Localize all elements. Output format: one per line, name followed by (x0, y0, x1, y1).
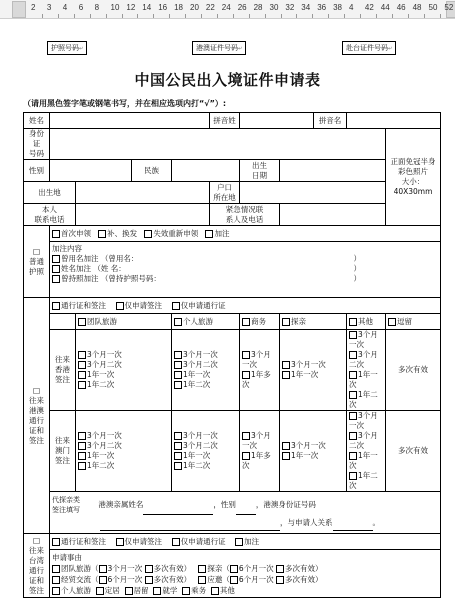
hk-business-options[interactable]: 3个月一次 1年多次 (240, 330, 280, 411)
ruler-number: 12 (126, 3, 136, 12)
macau-visit-options[interactable]: 3个月一次 1年一次 (280, 411, 347, 492)
hukou-label: 户口 所在地 (210, 182, 240, 204)
passport-endorse-row (24, 242, 441, 298)
ruler-number: 20 (190, 3, 199, 12)
ruler-number: 30 (269, 3, 279, 12)
pinyin-given-field[interactable] (347, 113, 441, 129)
hkmo-stay-header[interactable]: 逗留 (386, 314, 441, 330)
phone-label: 本人 联系电话 (24, 204, 76, 226)
ruler-tick (58, 14, 59, 18)
birthplace-label: 出生地 (24, 182, 76, 204)
ruler-number: 24 (221, 3, 231, 12)
endorse-former-name[interactable]: 曾用名加注 （曾用名： ） (52, 254, 438, 264)
macau-visa-row (24, 411, 441, 492)
name-field[interactable] (50, 113, 210, 129)
passport-first-apply-option[interactable]: 首次申领 (52, 229, 91, 238)
hkmo-group-tour-header[interactable]: 团队旅游 (76, 314, 172, 330)
taiwan-permit-number-label: 赴台证件号码 (346, 44, 388, 52)
taiwan-reason-label: 申请事由 (52, 553, 82, 562)
photo-text-2: 彩色照片 (398, 167, 428, 176)
hkmo-other-header[interactable]: 其他 (347, 314, 386, 330)
ruler-tick (360, 14, 361, 18)
hkmo-permit-and-visa-option[interactable]: 通行证和签注 (52, 301, 106, 310)
gender-row (24, 160, 441, 182)
birthplace-row (24, 182, 441, 204)
hk-visa-label: 往来 香港 签注 (50, 330, 76, 411)
phone-row (24, 204, 441, 226)
ruler-number: 46 (396, 3, 406, 12)
name-row (24, 113, 441, 129)
ruler-number: 22 (205, 3, 215, 12)
checkbox-icon (78, 318, 86, 326)
emergency-contact-label: 紧急情况联 系人及电话 (210, 204, 280, 226)
ruler-tick (328, 14, 329, 18)
macau-stay-text: 多次有效 (386, 411, 441, 492)
endorse-title: 加注内容 (52, 244, 82, 253)
photo-text-1: 正面免冠半身 (390, 157, 436, 166)
taiwan-permit-only-option[interactable]: 仅申请通行证 (172, 537, 226, 546)
checkbox-icon (116, 538, 124, 546)
checkbox-icon (172, 302, 180, 310)
gender-label: 性别 (24, 160, 50, 182)
ruler-number: 2 (31, 3, 36, 12)
ruler-number: 34 (301, 3, 311, 12)
ruler-tick (392, 14, 393, 18)
ethnicity-field[interactable] (172, 160, 240, 182)
macau-other-options[interactable]: 3个月一次 3个月二次 1年一次 1年二次 (347, 411, 386, 492)
ruler-number: 26 (237, 3, 247, 12)
id-number-field[interactable] (50, 129, 386, 160)
passport-section-label: □ 普通 护照 (24, 226, 50, 298)
name-label: 姓名 (24, 113, 50, 129)
ruler-tick (185, 14, 186, 18)
hkmo-permit-only-option[interactable]: 仅申请通行证 (172, 301, 226, 310)
hkmo-application-options (50, 298, 441, 314)
hkmo-individual-tour-header[interactable]: 个人旅游 (172, 314, 240, 330)
ruler-tick (233, 14, 234, 18)
proxy-visit-content[interactable]: 代探亲类 签注填写 港澳亲属姓名 ，性别 ，港澳身份证号码 ，与申请人关系 。 (50, 492, 441, 534)
ruler-tick (376, 14, 377, 18)
photo-text-3: 大小：40X30mm (393, 177, 433, 196)
ruler-number: 18 (174, 3, 183, 12)
ruler-number: 8 (94, 3, 100, 12)
ruler-number: 50 (428, 3, 438, 12)
proxy-visit-label: 代探亲类 签注填写 (52, 495, 80, 514)
checkbox-icon (349, 318, 357, 326)
pinyin-given-label: 拼音名 (314, 113, 347, 129)
checkbox-icon (52, 302, 60, 310)
hkmo-visit-relatives-header[interactable]: 探亲 (280, 314, 347, 330)
ruler (0, 0, 455, 19)
hk-visit-options[interactable]: 3个月一次 1年一次 (280, 330, 347, 411)
ruler-number: 42 (364, 3, 374, 12)
checkbox-icon (205, 230, 213, 238)
taiwan-permit-and-visa-option[interactable]: 通行证和签注 (52, 537, 106, 546)
passport-reissue-option[interactable]: 失效重新申领 (144, 229, 198, 238)
ruler-number: 36 (317, 3, 327, 12)
ruler-number: 44 (380, 3, 390, 12)
taiwan-reason-row (24, 550, 441, 598)
ruler-tick (137, 14, 138, 18)
checkbox-icon (52, 230, 60, 238)
emergency-contact-field[interactable] (280, 204, 386, 226)
dob-field[interactable] (280, 160, 386, 182)
ruler-tick (153, 14, 154, 18)
document-page (0, 19, 455, 595)
id-row (24, 129, 441, 160)
checkbox-icon (172, 538, 180, 546)
hk-stay-text: 多次有效 (386, 330, 441, 411)
hkmo-business-header[interactable]: 商务 (240, 314, 280, 330)
taiwan-visa-only-option[interactable]: 仅申请签注 (116, 537, 163, 546)
pinyin-surname-label: 拼音姓 (210, 113, 240, 129)
taiwan-endorse-option[interactable]: 加注 (235, 537, 259, 546)
ruler-tick (265, 14, 266, 18)
ruler-tick (201, 14, 202, 18)
passport-number-box[interactable]: 护照号码↵ (47, 41, 87, 55)
checkbox-icon (52, 255, 60, 263)
hkmo-header-blank (50, 314, 76, 330)
passport-endorse-option[interactable]: 加注 (205, 229, 229, 238)
checkbox-icon (235, 538, 243, 546)
passport-replace-option[interactable]: 补、换发 (98, 229, 137, 238)
checkbox-icon (52, 275, 60, 283)
hkmo-section-label: □ 往来 港澳 通行 证和 签注 (24, 298, 50, 534)
hk-individual-tour-options[interactable]: 3个月一次 3个月二次 1年一次 1年二次 (172, 330, 240, 411)
instruction-text: （请用黑色签字笔或钢笔书写，并在相应选项内打“√”）: (23, 99, 227, 108)
checkbox-icon (174, 318, 182, 326)
ruler-number: 3 (46, 3, 52, 12)
hkmo-type-header-row (24, 314, 441, 330)
ruler-number: 48 (412, 3, 422, 12)
phone-field[interactable] (76, 204, 210, 226)
ruler-number: 52 (444, 3, 454, 12)
taiwan-permit-number-box[interactable]: 赴台证件号码↵ (342, 41, 396, 55)
macau-business-options[interactable]: 3个月一次 1年多次 (240, 411, 280, 492)
taiwan-application-options (50, 534, 441, 550)
checkbox-icon (388, 318, 396, 326)
application-form (23, 112, 441, 598)
taiwan-options-row (24, 534, 441, 550)
birthplace-field[interactable] (76, 182, 210, 204)
pinyin-surname-field[interactable] (240, 113, 314, 129)
ruler-tick (440, 14, 441, 18)
ruler-number: 10 (110, 3, 120, 12)
ruler-ticks (0, 0, 455, 18)
hkmo-visa-only-option[interactable]: 仅申请签注 (116, 301, 163, 310)
hk-other-options[interactable]: 3个月一次 3个月二次 1年一次 1年二次 (347, 330, 386, 411)
id-number-label: 身份证 号码 (24, 129, 50, 160)
endorse-former-passport[interactable]: 曾持照加注 （曾持护照号码： ） (52, 274, 438, 284)
ruler-number: 4 (62, 3, 68, 12)
taiwan-reason-line-2[interactable]: 经贸交流（ 6个月一次 多次有效） 应邀（ 6个月一次 多次有效） (52, 574, 438, 585)
taiwan-section-label: □ 往来 台湾 通行 证和 签注 (24, 534, 50, 598)
ruler-tick (122, 14, 123, 18)
ethnicity-label: 民族 (132, 160, 172, 182)
ruler-tick (217, 14, 218, 18)
hk-visa-row (24, 330, 441, 411)
ruler-number: 28 (253, 3, 263, 12)
taiwan-reason-line-1[interactable]: 团队旅游（ 3个月一次 多次有效） 探亲（ 6个月一次 多次有效） (52, 563, 438, 574)
macau-individual-tour-options[interactable]: 3个月一次 3个月二次 1年一次 1年二次 (172, 411, 240, 492)
ruler-number: 4 (349, 3, 354, 12)
ruler-tick (344, 14, 345, 18)
ruler-number: 6 (78, 3, 84, 12)
proxy-visit-row (24, 492, 441, 534)
ruler-tick (296, 14, 297, 18)
checkbox-icon (282, 318, 290, 326)
page-title: 中国公民出入境证件申请表 (134, 71, 321, 89)
passport-endorse-content (50, 242, 441, 298)
taiwan-reason-line-3[interactable]: 个人旅游 定居 居留 就学 乘务 其他 (52, 585, 438, 596)
macau-group-tour-options[interactable]: 3个月一次 3个月二次 1年一次 1年二次 (76, 411, 172, 492)
hk-macau-permit-number-box[interactable]: 港澳证件号码↵ (192, 41, 246, 55)
macau-visa-label: 往来 澳门 签注 (50, 411, 76, 492)
taiwan-reason-content (50, 550, 441, 598)
ruler-tick (42, 14, 43, 18)
ruler-number: 38 (333, 3, 342, 12)
hk-macau-permit-number-label: 港澳证件号码 (196, 44, 238, 52)
ruler-tick (408, 14, 409, 18)
ruler-tick (312, 14, 313, 18)
passport-number-label: 护照号码 (51, 44, 79, 52)
ruler-tick (424, 14, 425, 18)
hkmo-options-row (24, 298, 441, 314)
hk-group-tour-options[interactable]: 3个月一次 3个月二次 1年一次 1年二次 (76, 330, 172, 411)
checkbox-icon (52, 538, 60, 546)
photo-box[interactable] (386, 129, 441, 226)
hukou-field[interactable] (240, 182, 386, 204)
ruler-tick (106, 14, 107, 18)
ruler-number: 16 (158, 3, 168, 12)
passport-application-options (50, 226, 441, 242)
ruler-tick (249, 14, 250, 18)
checkbox-icon (116, 302, 124, 310)
passport-options-row (24, 226, 441, 242)
ruler-tick (90, 14, 91, 18)
ruler-tick (169, 14, 170, 18)
checkbox-icon (52, 265, 60, 273)
ruler-number: 32 (285, 3, 295, 12)
ruler-tick (281, 14, 282, 18)
ruler-tick (74, 14, 75, 18)
checkbox-icon (144, 230, 152, 238)
checkbox-icon (242, 318, 250, 326)
gender-field[interactable] (50, 160, 132, 182)
checkbox-icon (98, 230, 106, 238)
ruler-number: 14 (142, 3, 152, 12)
dob-label: 出生 日期 (240, 160, 280, 182)
endorse-name[interactable]: 姓名加注 （姓 名： ） (52, 264, 438, 274)
